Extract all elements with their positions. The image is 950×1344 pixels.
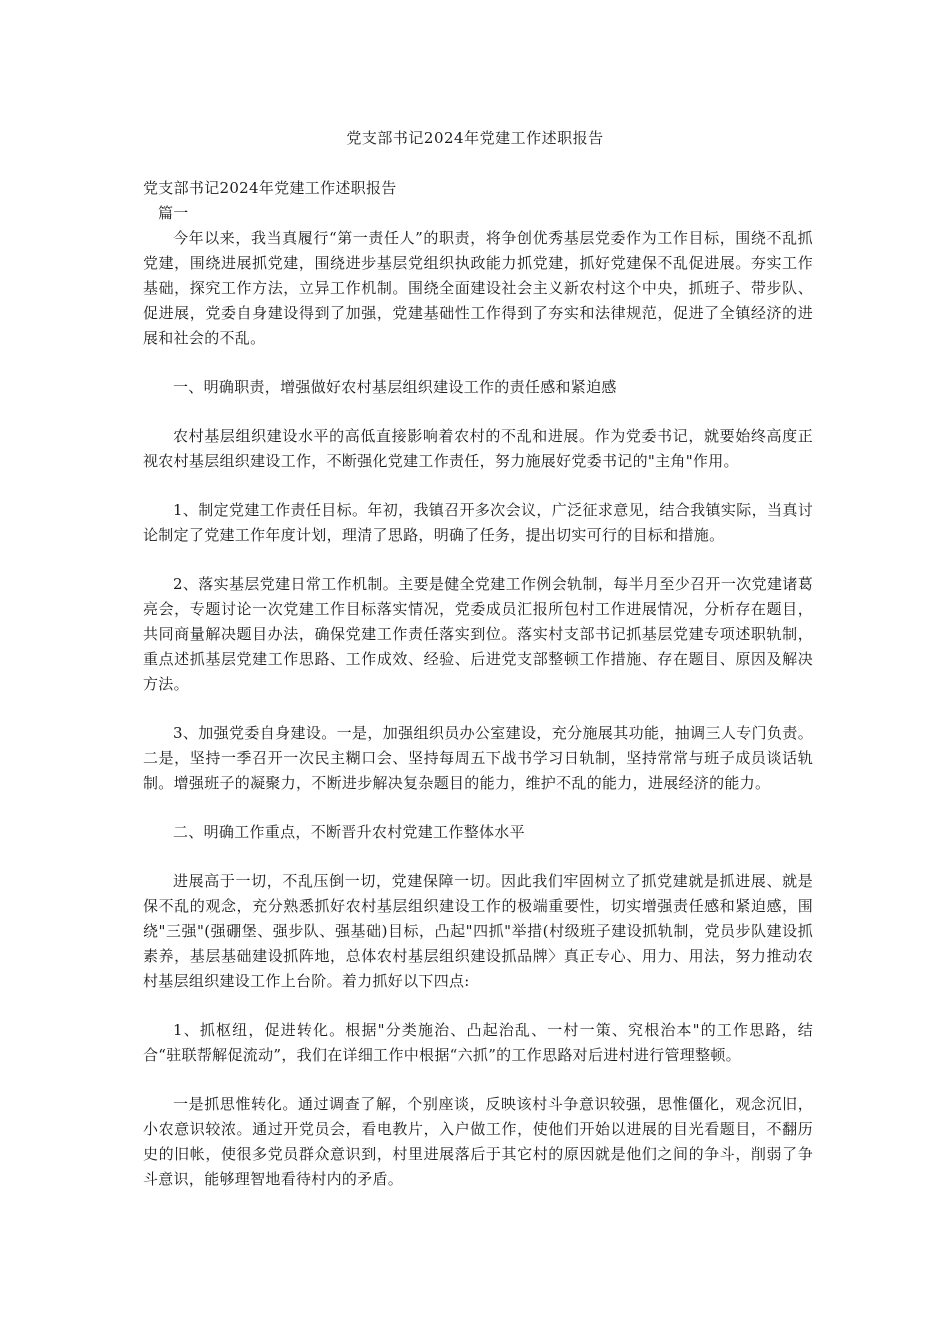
document-body xyxy=(143,176,813,1192)
paragraph: 3、加强党委自身建设。一是，加强组织员办公室建设，充分施展其功能，抽调三人专门负责。二是，坚持一季召开一次民主糊口会、坚持每周五下战书学习日轨制，坚持常常与班子成员谈话轨制。增强班子的凝聚力，不断进步解决复杂题目的能力，维护不乱的能力，进展经济的能力。 xyxy=(143,724,813,792)
paragraph: 一是抓思惟转化。通过调查了解，个别座谈，反映该村斗争意识较强，思惟僵化，观念沉旧，小农意识较浓。通过开党员会，看电教片，入户做工作，使他们开始以进展的目光看题目，不翻历史的旧帐，使很多党员群众意识到，村里进展落后于其它村的原因就是他们之间的争斗，削弱了争斗意识，能够理智地看待村内的矛盾。 xyxy=(143,1095,813,1188)
paragraph: 1、制定党建工作责任目标。年初，我镇召开多次会议，广泛征求意见，结合我镇实际，当真讨论制定了党建工作年度计划，理清了思路，明确了任务，提出切实可行的目标和措施。 xyxy=(143,501,813,544)
paragraph-intro: 今年以来，我当真履行“第一责任人”的职责，将争创优秀基层党委作为工作目标，围绕不乱抓党建，围绕进展抓党建，围绕进步基层党组织执政能力抓党建，抓好党建保不乱促进展。夯实工作基础，探究工作方法，立异工作机制。围绕全面建设社会主义新农村这个中央，抓班子、带步队、促进展，党委自身建设得到了加强，党建基础性工作得到了夯实和法律规范，促进了全镇经济的进展和社会的不乱。 xyxy=(143,229,813,347)
section-heading-1: 一、明确职责，增强做好农村基层组织建设工作的责任感和紧迫感 xyxy=(173,378,617,396)
paragraph: 进展高于一切，不乱压倒一切，党建保障一切。因此我们牢固树立了抓党建就是抓进展、就是保不乱的观念，充分熟悉抓好农村基层组织建设工作的极端重要性，切实增强责任感和紧迫感，围绕"三强"(强硼堡、强步队、强基础)目标，凸起"四抓"举措(村级班子建设抓轨制，党员步队建设抓素养，基层基础建设抓阵地，总体农村基层组织建设抓品牌〉真正专心、用力、用法，努力推动农村基层组织建设工作上台阶。着力抓好以下四点: xyxy=(143,872,813,990)
paragraph: 2、落实基层党建日常工作机制。主要是健全党建工作例会轨制，每半月至少召开一次党建诸葛亮会，专题讨论一次党建工作目标落实情况，党委成员汇报所包村工作进展情况，分析存在题目，共同商量解决题目办法，确保党建工作责任落实到位。落实村支部书记抓基层党建专项述职轨制，重点述抓基层党建工作思路、工作成效、经验、后进党支部整顿工作措施、存在题目、原因及解决方法。 xyxy=(143,575,813,693)
section-heading-2: 二、明确工作重点，不断晋升农村党建工作整体水平 xyxy=(173,823,525,841)
section-label: 篇一 xyxy=(158,204,189,222)
paragraph: 1、抓枢纽，促进转化。根据"分类施治、凸起治乱、一村一策、究根治本"的工作思路，结合“驻联帮解促流动”，我们在详细工作中根据“六抓”的工作思路对后进村进行管理整顿。 xyxy=(143,1021,813,1064)
document-subtitle: 党支部书记2024年党建工作述职报告 xyxy=(143,179,397,197)
document-title: 党支部书记2024年党建工作述职报告 xyxy=(346,129,604,147)
paragraph: 农村基层组织建设水平的高低直接影响着农村的不乱和进展。作为党委书记，就要始终高度正视农村基层组织建设工作，不断强化党建工作责任，努力施展好党委书记的"主角"作用。 xyxy=(143,427,813,470)
